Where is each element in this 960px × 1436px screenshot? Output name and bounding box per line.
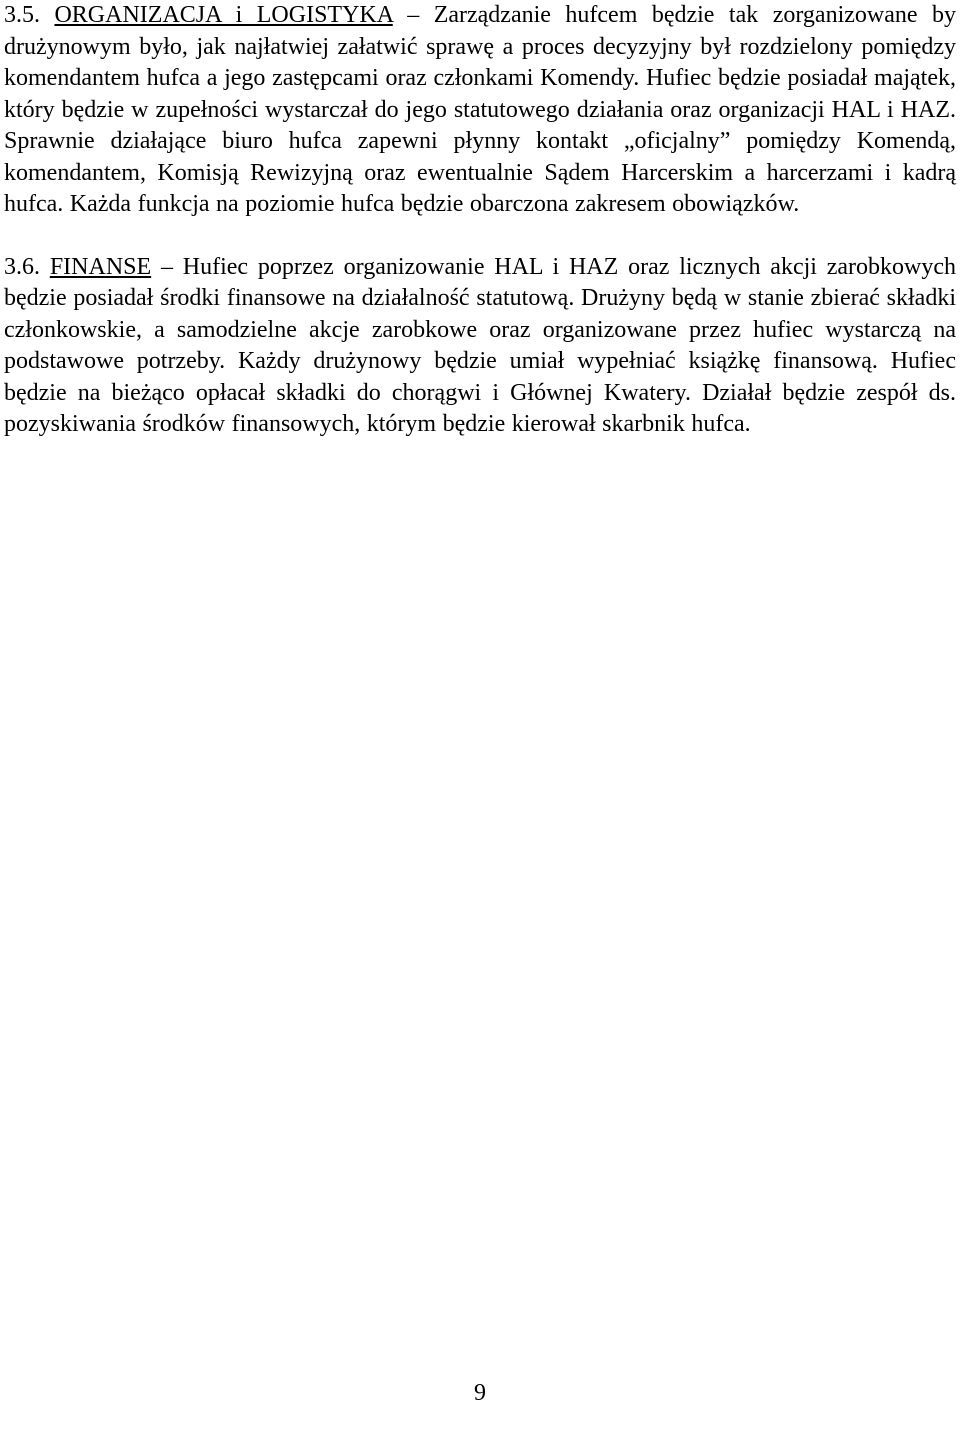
section-dash: – xyxy=(160,253,173,280)
section-title: ORGANIZACJA i LOGISTYKA xyxy=(54,2,393,28)
section-dash: – xyxy=(407,2,420,28)
document-page xyxy=(4,0,956,441)
section-spacer xyxy=(4,221,956,252)
section-number: 3.5. xyxy=(4,2,40,28)
section-organizacja xyxy=(4,0,956,221)
section-body: Zarządzanie hufcem będzie tak zorganizowane by drużynowym było, jak najłatwiej załatwić sprawę a proces decyzyjny był rozdzielony pomiędzy komendantem hufca a jego zastępcami oraz członkami Komendy. Hufiec będzie posiadał majątek, który będzie w zupełności wystarczał do jego statutowego działania oraz organizacji HAL i HAZ. Sprawnie działające biuro hufca zapewni płynny kontakt „oficjalny” pomiędzy Komendą, komendantem, Komisją Rewizyjną oraz ewentualnie Sądem Harcerskim a harcerzami i kadrą hufca. Każda funkcja na poziomie hufca będzie obarczona zakresem obowiązków. xyxy=(4,2,956,217)
section-body: Hufiec poprzez organizowanie HAL i HAZ oraz licznych akcji zarobkowych będzie posiadał środki finansowe na działalność statutową. Drużyny będą w stanie zbierać składki członkowskie, a samodzielne akcje zarobkowe oraz organizowane przez hufiec wystarczą na podstawowe potrzeby. Każdy drużynowy będzie umiał wypełniać książkę finansową. Hufiec będzie na bieżąco opłacał składki do chorągwi i Głównej Kwatery. Działał będzie zespół ds. pozyskiwania środków finansowych, którym będzie kierował skarbnik hufca. xyxy=(4,253,957,437)
section-finanse xyxy=(4,252,956,441)
section-title: FINANSE xyxy=(49,253,152,280)
page-number: 9 xyxy=(474,1380,486,1406)
section-number: 3.6. xyxy=(4,253,40,280)
